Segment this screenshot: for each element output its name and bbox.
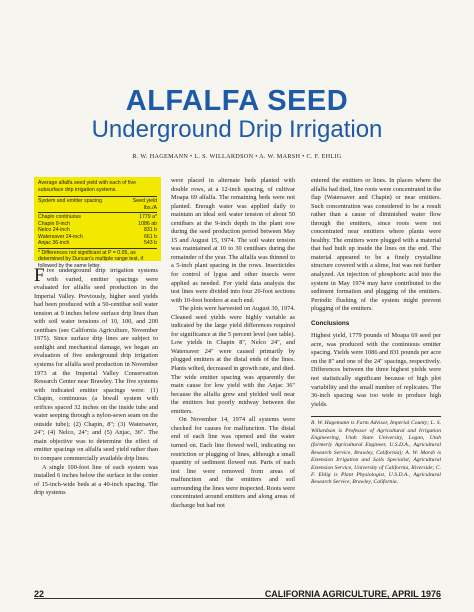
table-header-yield: Seed yield lbs./A [132,198,157,211]
body-paragraph: were placed in alternate beds planted with double rows, at a 12-inch spacing, of cultivar Moapa 69 alfalfa. The remaining beds were not planted. Enough water was applied daily to maintain an ideal soil water tension of about 50 centibars at the 9-inch depth in the plant row during the seed production period between May 15 and August 15, 1974. The soil water tension was maintained at 10 to 30 centibars during the remainder of the year. The alfalfa was thinned to a 5-inch plant spacing in the rows. Insecticides for control of lygus and other insects were applied as needed. For yield data analysis the test lines were divided into four 20-foot sections with 10-foot borders at each end. [171,177,295,304]
body-paragraph: On November 14, 1974 all systems were checked for causes for malfunction. The distal end of each line was opened and the water turned on. Each line flowed well, indicating no restriction or plugging of lines, although a small quantity of sediment flowed out. Parts of each test line were removed from areas of malfunction and the emitters and soil surrounding the lines were inspected. Roots were concentrated around emitters and along areas of discharge but had not [171,416,295,509]
table-row: Watersaver 24-inch 661 b [38,233,157,240]
page-subtitle: Underground Drip Irrigation [91,116,383,143]
table-row: Chapin 8-inch 1086 ab [38,220,157,227]
body-paragraph: A single 100-foot line of each system was installed 6 inches below the surface in the center of 15-inch-wide beds at a 40-inch spacing. The drip systems [34,463,158,497]
page-title: ALFALFA SEED [125,85,349,117]
table-row: Chapin continuous 1779 a* [38,214,157,220]
column-2 [171,177,295,510]
intro-paragraph: Five underground drip irrigation systems with varied, emitter spacings were evaluated for alfalfa seed production in the Imperial Valley. Previously, higher seed yields had been produced with a 50-centibar soil water tension at 9 inches below surface drip lines than with soil water tensions of 10, 100, and 200 centibars (see California Agriculture, November 1975). Since surface drip lines are subject to sunlight and mechanical damage, we began an evaluation of five underground drip irrigation systems for alfalfa seed production in November 1973 at the Imperial Valley Conservation Research Center near Brawley. The five systems with indicated emitter spacings were: (1) Chapin, continuous (a biwall system with orifices spaced 32 inches on the inside tube and water seeping through a nylon-sewn seam on the outside tube); (2) Chapin, 8"; (3) Watersaver, 24"; (4) Nelco, 24"; and (5) Anjac, 36". The main objective was to determine the effect of emitter spacings on alfalfa seed yield rather than to compare commercially available drip lines. [34,265,158,463]
column-3 [311,177,441,487]
page-number: 22 [34,589,45,599]
body-paragraph: Highest yield, 1779 pounds of Moapa 69 seed per acre, was produced with the continuous emitter spacing. Yields were 1086 and 831 pounds per acre on the 8" and one of the 24" spacings, respectively. Differences between the three highest yields were not statistically significant because of high plot variability and the small number of replicates. The 36-inch spacing was too wide to produce high yields. [311,332,441,408]
section-heading: Conclusions [311,319,350,327]
drop-cap: F [34,265,45,286]
table-header-system: System and emitter spacing [38,198,103,204]
table-caption: Average alfalfa seed yield with each of five subsurface drip irrigation systems. [38,180,136,193]
body-paragraph: The plots were harvested on August 30, 1974. Cleaned seed yields were highly variable as indicated by the large yield differences required for significance at the 5 percent level (see table). Low yields in Chapin 8", Nelco 24", and Watersaver 24" were caused primarily by plugged emitters at the distal ends of the lines. Plants wilted, decreased in growth rate, and died. The wide emitter spacing was apparently the main cause for low yield with the Anjac 36" because the alfalfa grew and yielded well near the emitters but poorly midway between the emitters. [171,305,295,415]
author-line: R. W. HAGEMANN • L. S. WILLARDSON • A. W. MARSH • C. F. EHLIG [132,153,342,160]
table-header [38,196,157,213]
footer-divider [34,598,441,599]
body-paragraph: entered the emitters or lines. In places where the alfalfa had died, fine roots were concentrated in the flap (Watersaver and Chapin) or near emitters. Such concentration was considered to be a result rather than a cause of diminished water flow through the emitters, since roots were not concentrated near emitters where plants were healthy. The emitters were plugged with a material that had built up inside the lines on the end. The material appeared to be a finely crystalline structure covered with a slime, but was not further analyzed. An injection of phosphoric acid into the system in May 1974 may have contributed to the sediment formation and plugging of the emitters. Periodic flushing of the system might prevent plugging of the emitters. [311,177,441,313]
table-row: Anjac 36-inch 543 b [38,240,157,246]
yield-table-box [34,177,161,269]
column-1 [34,267,158,498]
author-note: R. W. Hagemann is Farm Advisor, Imperial County; L. S. Willardson is Professor of Agricultural and Irrigation Engineering, Utah State University, Logan, Utah (formerly Agricultural Engineer, U.S.D.A., Agricultural Research Service, Brawley, California); A. W. Marsh is Extension Irrigation and Soils Specialist, Agricultural Extension Service, University of California, Riverside; C. F. Ehlig is Plant Physiologist, U.S.D.A., Agricultural Research Service, Brawley, California. [311,416,441,487]
journal-footer: CALIFORNIA AGRICULTURE, APRIL 1976 [264,589,441,599]
table-footnote: * Differences not significant at P = 0.05, as determined by Duncan's multiple range test, if followed by the same letter. [38,248,157,270]
table-row: Nelco 24-inch 831 b [38,227,157,233]
